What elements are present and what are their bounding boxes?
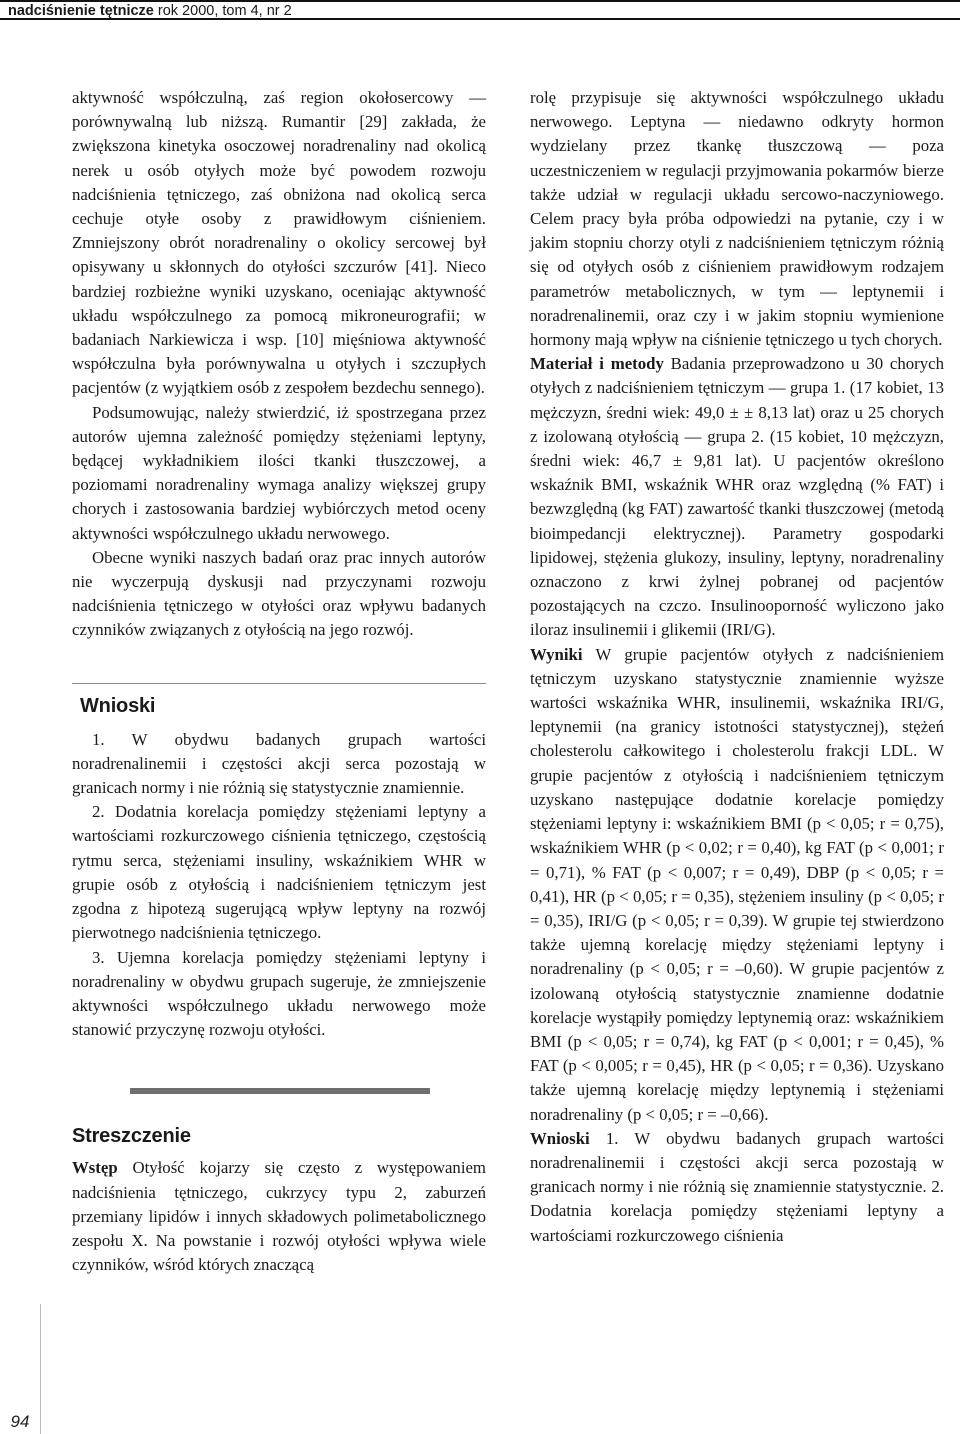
left-paragraph-2: Podsumowując, należy stwierdzić, iż spostrzegana przez autorów ujemna zależność pomiędzy stężeniami leptyny, będącej wykładnikiem ilości tkanki tłuszczowej, a poziomami noradrenaliny wymaga analizy większej grupy chorych i zastosowania bardziej wybiórczych metod oceny aktywności współczulnego układu nerwowego.	[72, 402, 486, 543]
spacer	[72, 643, 486, 683]
right-paragraph-1: rolę przypisuje się aktywności współczulnego układu nerwowego. Leptyna — niedawno odkryty hormon wydzielany przez tkankę tłuszczową — poza uczestniczeniem w regulacji przyjmowania pokarmów bierze także udział w regulacji układu sercowo-naczyniowego. Celem pracy była próba odpowiedzi na pytanie, czy i w jakim stopniu chorzy otyli z nadciśnieniem tętniczym różnią się od otyłych osób z ciśnieniem prawidłowym rodzajem parametrów metabolicznych, w tym — leptynemii i noradrenalinemii, oraz czy i w jakim stopniu wymienione hormony mają wpływ na ciśnienie tętniczego u tych chorych.	[530, 88, 944, 350]
streszczenie-heading: Streszczenie	[72, 1125, 191, 1148]
wstep-label: Wstęp	[72, 1158, 118, 1178]
running-header-text	[8, 1, 292, 21]
margin-line	[40, 1304, 41, 1434]
right-column	[530, 86, 944, 1248]
page-number: 94	[10, 1412, 30, 1431]
conclusion-1: 1. W obydwu badanych grupach wartości noradrenalinemii i częstości akcji serca pozostają w granicach normy i nie różnią się statystycznie znamiennie.	[72, 729, 486, 798]
conclusion-2: 2. Dodatnia korelacja pomiędzy stężeniami leptyny a wartościami rozkurczowego ciśnienia tętniczego, częstością rytmu serca, stężeniami insuliny, wskaźnikiem WHR w grupie osób z otyłością i nadciśnieniem tętniczym jest zgodna z hipotezą sugerującą wpływ leptyny na rozwój pierwotnego nadciśnienia tętniczego.	[72, 802, 486, 943]
wnioski-heading: Wnioski	[80, 694, 156, 717]
issue-info: rok 2000, tom 4, nr 2	[157, 3, 292, 19]
left-column	[72, 86, 486, 1277]
conclusion-3: 3. Ujemna korelacja pomiędzy stężeniami leptyny i noradrenaliny w obydwu grupach sugeruje, że zmniejszenie aktywności współczulnego układu nerwowego może stanowić przyczynę rozwoju otyłości.	[72, 947, 486, 1040]
running-header	[0, 0, 960, 20]
abstract-results	[530, 643, 944, 1127]
abstract-conclusions	[530, 1127, 944, 1248]
abstract-methods	[530, 352, 944, 642]
wstep-text: Otyłość kojarzy się często z występowaniem nadciśnienia tętniczego, cukrzycy typu 2, zaburzeń przemiany lipidów i innych składowych polimetabolicznego zespołu X. Na powstanie i rozwój otyłości wpływa wiele czynników, wśród których znaczącą	[72, 1158, 486, 1275]
wyniki-text: W grupie pacjentów otyłych z nadciśnieniem tętniczym uzyskano statystycznie znamiennie wyższe wartości wskaźnika WHR, insulinemii, wskaźnika IRI/G, leptynemii (na granicy istotności statystycznej), stężeń cholesterolu całkowitego i cholesterolu frakcji LDL. W grupie pacjentów z otyłością i nadciśnieniem tętniczym uzyskano następujące dodatnie korelacje pomiędzy stężeniami leptyny i: wskaźnikiem BMI (p < 0,05; r = 0,75), wskaźnikiem WHR (p < 0,02; r = 0,40), kg FAT (p < 0,001; r = 0,71), % FAT (p < 0,007; r = 0,49), DBP (p < 0,05; r = 0,41), HR (p < 0,05; r = 0,35), stężeniem insuliny (p < 0,05; r = 0,35), IRI/G (p < 0,05; r = 0,39). W grupie tej stwierdzono także ujemną korelację między stężeniami leptyny i noradrenaliny (p < 0,05; r = –0,60). W grupie pacjentów z izolowaną otyłością statystycznie znamienne dodatnie korelacje wystąpiły pomiędzy leptynemią oraz: wskaźnikiem BMI (p < 0,05; r = 0,74), kg FAT (p < 0,001; r = 0,45), % FAT (p < 0,005; r = 0,45), HR (p < 0,05; r = 0,36). Uzyskano także ujemną korelację między leptynemią i stężeniami noradrenaliny (p < 0,05; r = –0,66).	[530, 644, 944, 1124]
wnioski-label: Wnioski	[530, 1128, 590, 1148]
journal-name: nadciśnienie tętnicze	[8, 3, 154, 19]
wnioski-text: 1. W obydwu badanych grupach wartości noradrenalinemii i częstości akcji serca pozostają w granicach normy i nie różnią się znamiennie statystycznie. 2. Dodatnia korelacja pomiędzy stężeniami leptyny a wartościami rozkurczowego ciśnienia	[530, 1128, 944, 1245]
wyniki-label: Wyniki	[530, 644, 583, 664]
abstract-intro	[72, 1156, 486, 1277]
left-paragraph-1: aktywność współczulną, zaś region okołosercowy — porównywalną lub niższą. Rumantir [29] zakłada, że zwiększona kinetyka osoczowej noradrenaliny nad okolicą nerek u osób otyłych może być powodem rozwoju nadciśnienia tętniczego, zaś obniżona nad okolicą serca cechuje otyłe osoby z prawidłowym ciśnieniem. Zmniejszony obrót noradrenaliny o okolicy sercowej był opisywany u skłonnych do otyłości szczurów [41]. Nieco bardziej rozbieżne wyniki uzyskano, oceniając aktywność układu współczulnego za pomocą mikroneurografii; w badaniach Narkiewicza i wsp. [10] mięśniowa aktywność współczulna była porównywalna u otyłych i szczupłych pacjentów (z wyjątkiem osób z zespołem bezdechu sennego).	[72, 88, 486, 398]
material-label: Materiał i metody	[530, 354, 664, 374]
material-text: Badania przeprowadzono u 30 chorych otyłych z nadciśnieniem tętniczym — grupa 1. (17 kobiet, 13 mężczyzn, średni wiek: 49,0 ± ± 8,13 lat) oraz u 25 chorych z izolowaną otyłością — grupa 2. (15 kobiet, 10 mężczyzn, średni wiek: 46,7 ± 9,81 lat). U pacjentów określono wskaźnik BMI, wskaźnik WHR oraz względną (% FAT) i bezwzględną (kg FAT) zawartość tkanki tłuszczowej (metodą bioimpedancji elektrycznej). Parametry gospodarki lipidowej, stężenia glukozy, insuliny, leptyny, noradrenaliny oznaczono z krwi żylnej pobranej od pacjentów pozostających na czczo. Insulinooporność wyliczono jako iloraz insulinemii i glikemii (IRI/G).	[530, 354, 944, 640]
left-paragraph-3: Obecne wyniki naszych badań oraz prac innych autorów nie wyczerpują dyskusji nad przyczynami rozwoju nadciśnienia tętniczego w otyłości oraz wpływu badanych czynników związanych z otyłością na jego rozwój.	[72, 547, 486, 640]
